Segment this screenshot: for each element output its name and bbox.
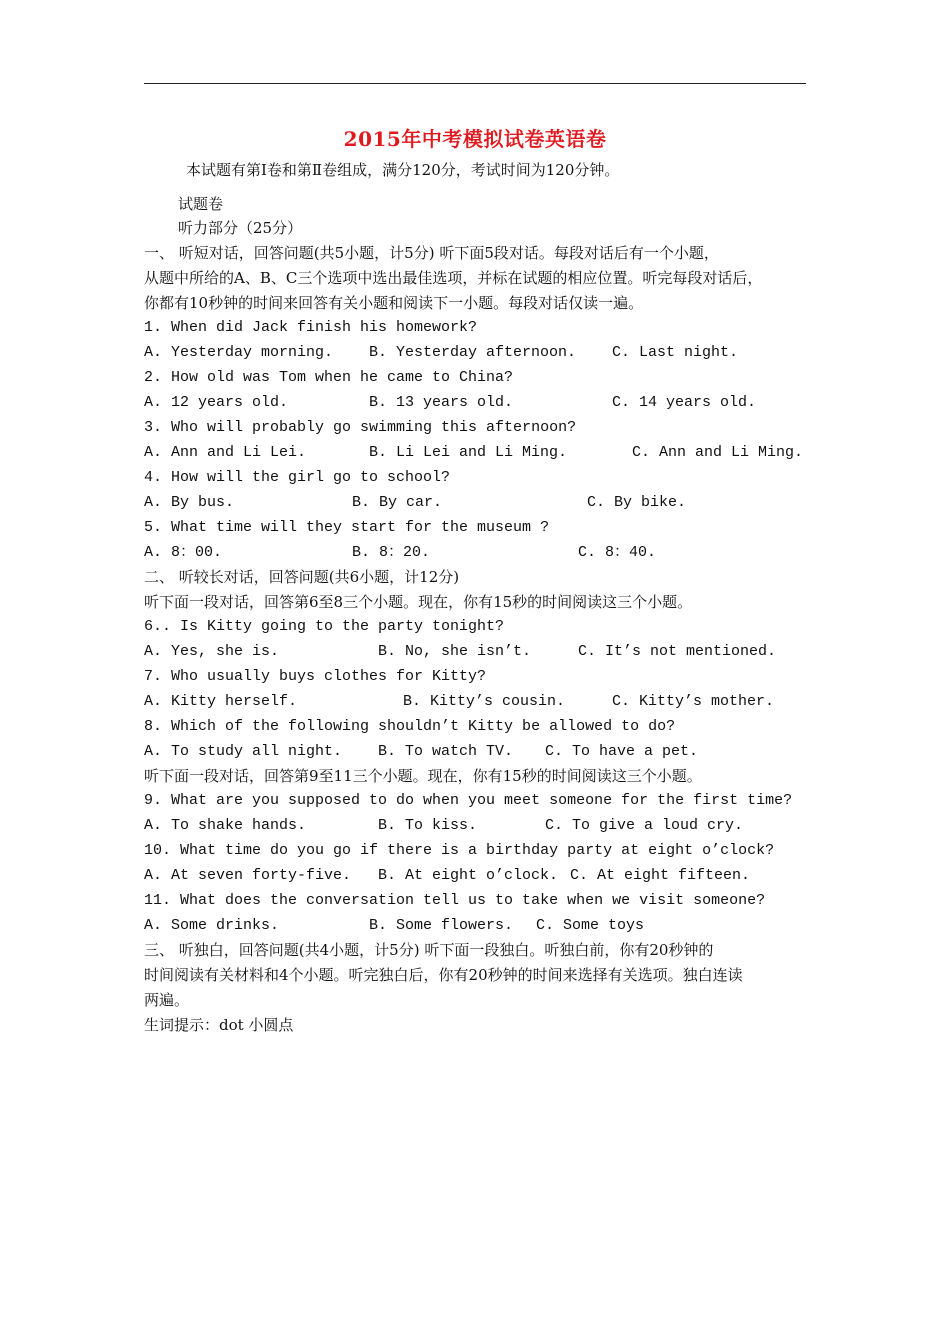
question-9: 9. What are you supposed to do when you meet someone for the first time? bbox=[144, 792, 793, 809]
option-b: B. At eight o’clock. bbox=[378, 867, 559, 884]
question-7: 7. Who usually buys clothes for Kitty? bbox=[144, 668, 487, 685]
part2-heading: 二、 听较长对话，回答问题(共6小题，计12分) bbox=[144, 568, 460, 586]
option-c: C. To give a loud cry. bbox=[545, 817, 744, 834]
option-c: C. To have a pet. bbox=[545, 743, 699, 760]
option-a: A. To shake hands. bbox=[144, 817, 307, 834]
part3-instruction-2: 时间阅读有关材料和4个小题。听完独白后，你有20秒钟的时间来选择有关选项。独白连读 bbox=[144, 966, 743, 984]
option-a: A. Yesterday morning. bbox=[144, 344, 334, 361]
question-3: 3. Who will probably go swimming this afternoon? bbox=[144, 419, 577, 436]
paper-label: 试题卷 bbox=[178, 195, 224, 213]
vocab-hint: 生词提示：dot 小圆点 bbox=[144, 1016, 294, 1034]
part2b-instruction: 听下面一段对话，回答第9至11三个小题。现在，你有15秒的时间阅读这三个小题。 bbox=[144, 767, 702, 785]
question-6: 6.. Is Kitty going to the party tonight? bbox=[144, 618, 505, 635]
question-4: 4. How will the girl go to school? bbox=[144, 469, 451, 486]
part3-instruction-3: 两遍。 bbox=[144, 991, 190, 1009]
question-10: 10. What time do you go if there is a birthday party at eight o’clock? bbox=[144, 842, 775, 859]
header-rule bbox=[144, 83, 806, 84]
option-a: A. 8：00. bbox=[144, 544, 223, 561]
option-b: B. Yesterday afternoon. bbox=[369, 344, 577, 361]
option-b: B. No, she isn’t. bbox=[378, 643, 532, 660]
question-1: 1. When did Jack finish his homework? bbox=[144, 319, 478, 336]
option-b: B. 13 years old. bbox=[369, 394, 514, 411]
option-c: C. By bike. bbox=[587, 494, 687, 511]
option-b: B. To watch TV. bbox=[378, 743, 514, 760]
option-c: C. 8：40. bbox=[578, 544, 657, 561]
question-11: 11. What does the conversation tell us to take when we visit someone? bbox=[144, 892, 766, 909]
question-8: 8. Which of the following shouldn’t Kitty be allowed to do? bbox=[144, 718, 676, 735]
intro-text: 本试题有第Ⅰ卷和第Ⅱ卷组成，满分120分，考试时间为120分钟。 bbox=[186, 161, 620, 179]
option-a: A. To study all night. bbox=[144, 743, 343, 760]
option-a: A. Kitty herself. bbox=[144, 693, 298, 710]
option-c: C. It’s not mentioned. bbox=[578, 643, 777, 660]
listening-label: 听力部分（25分） bbox=[178, 219, 303, 237]
part1-instruction-2: 从题中所给的A、B、C三个选项中选出最佳选项，并标在试题的相应位置。听完每段对话后， bbox=[144, 269, 763, 287]
option-b: B. 8：20. bbox=[352, 544, 431, 561]
page-title: 2015年中考模拟试卷英语卷 bbox=[343, 127, 607, 151]
option-a: A. 12 years old. bbox=[144, 394, 289, 411]
option-b: B. Some flowers. bbox=[369, 917, 514, 934]
option-a: A. Some drinks. bbox=[144, 917, 280, 934]
question-2: 2. How old was Tom when he came to China? bbox=[144, 369, 514, 386]
option-a: A. Ann and Li Lei. bbox=[144, 444, 307, 461]
option-a: A. Yes, she is. bbox=[144, 643, 280, 660]
option-c: C. Ann and Li Ming. bbox=[632, 444, 804, 461]
part3-instruction-1: 三、 听独白，回答问题(共4小题，计5分) 听下面一段独白。听独白前，你有20秒钟的 bbox=[144, 941, 714, 959]
option-c: C. Some toys bbox=[536, 917, 645, 934]
part2-instruction: 听下面一段对话，回答第6至8三个小题。现在，你有15秒的时间阅读这三个小题。 bbox=[144, 593, 693, 611]
option-b: B. Li Lei and Li Ming. bbox=[369, 444, 568, 461]
question-5: 5. What time will they start for the museum ? bbox=[144, 519, 550, 536]
option-b: B. Kitty’s cousin. bbox=[403, 693, 566, 710]
option-a: A. At seven forty-five. bbox=[144, 867, 352, 884]
option-c: C. At eight fifteen. bbox=[570, 867, 751, 884]
part1-instruction-3: 你都有10秒钟的时间来回答有关小题和阅读下一小题。每段对话仅读一遍。 bbox=[144, 294, 644, 312]
option-c: C. Last night. bbox=[612, 344, 739, 361]
option-c: C. Kitty’s mother. bbox=[612, 693, 775, 710]
part1-instruction-1: 一、 听短对话，回答问题(共5小题，计5分) 听下面5段对话。每段对话后有一个小题， bbox=[144, 244, 719, 262]
option-b: B. To kiss. bbox=[378, 817, 478, 834]
option-b: B. By car. bbox=[352, 494, 443, 511]
option-c: C. 14 years old. bbox=[612, 394, 757, 411]
option-a: A. By bus. bbox=[144, 494, 235, 511]
